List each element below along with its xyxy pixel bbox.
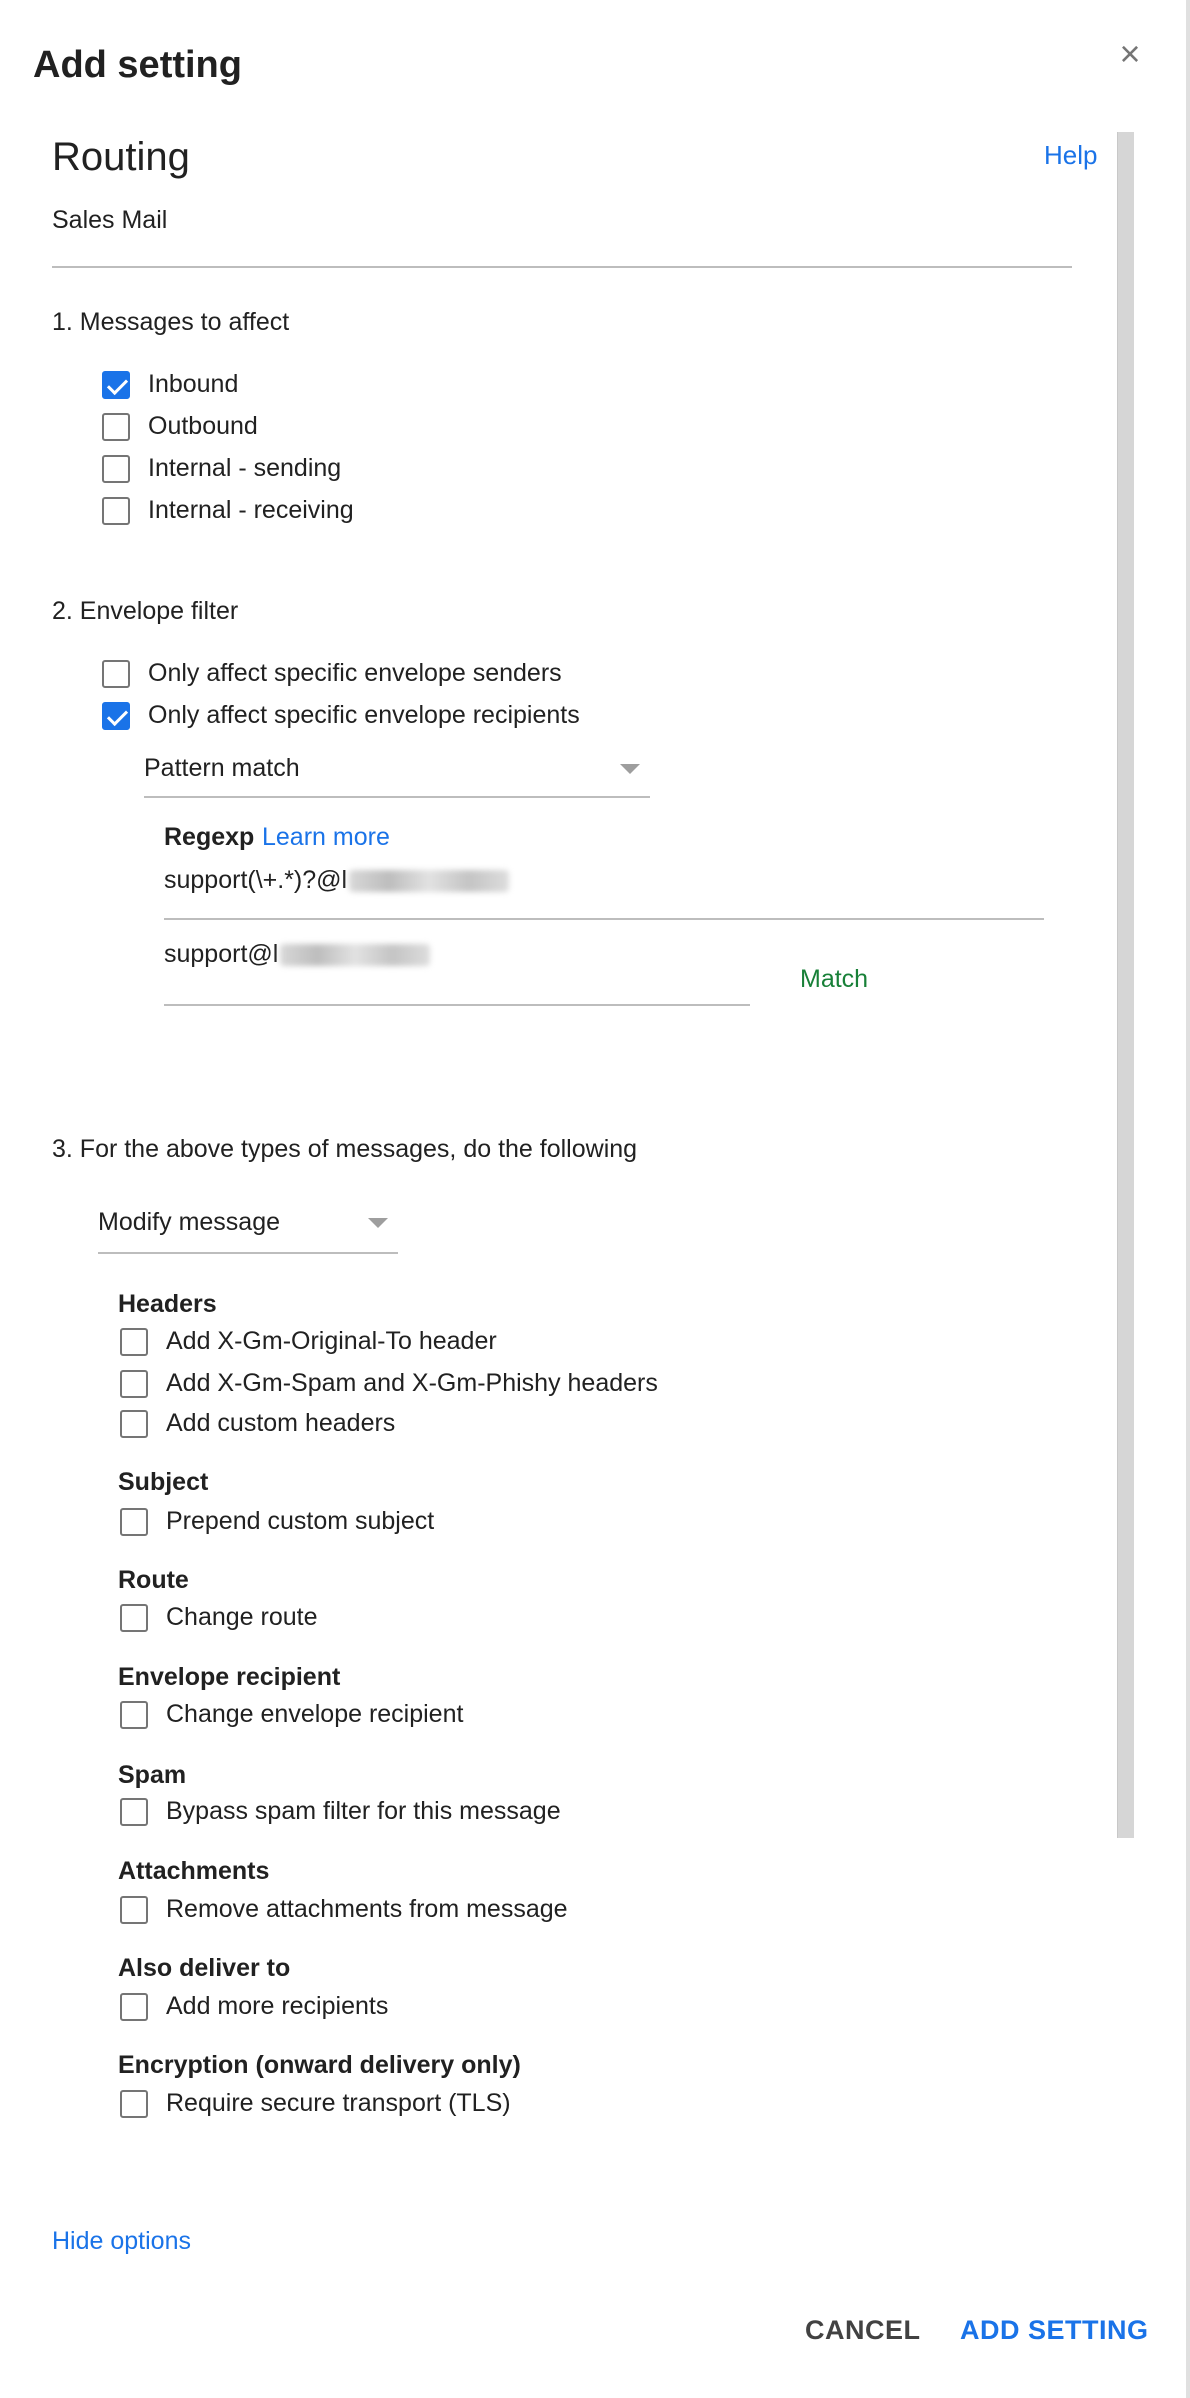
- add-recipients-label: Add more recipients: [166, 1992, 389, 2020]
- help-link[interactable]: Help: [1044, 140, 1098, 170]
- inbound-label: Inbound: [148, 370, 239, 398]
- remove-attachments-checkbox[interactable]: [120, 1896, 148, 1924]
- route-heading: Route: [118, 1566, 189, 1594]
- add-setting-button[interactable]: ADD SETTING: [960, 2315, 1149, 2345]
- setting-name-input[interactable]: Sales Mail: [52, 200, 1072, 268]
- scrollbar[interactable]: [1117, 132, 1134, 1838]
- chevron-down-icon: [368, 1218, 388, 1228]
- require-tls-checkbox[interactable]: [120, 2090, 148, 2118]
- envelope-senders-option[interactable]: [102, 659, 562, 688]
- bypass-spam-label: Bypass spam filter for this message: [166, 1797, 561, 1825]
- internal-sending-option[interactable]: [102, 454, 341, 483]
- remove-attachments-label: Remove attachments from message: [166, 1895, 568, 1923]
- test-address-input[interactable]: [164, 940, 750, 1006]
- spam-heading: Spam: [118, 1761, 187, 1789]
- modify-message-select[interactable]: [98, 1202, 398, 1254]
- envelope-recipients-option[interactable]: [102, 701, 580, 730]
- envelope-senders-label: Only affect specific envelope senders: [148, 659, 562, 687]
- x-gm-original-to-checkbox[interactable]: [120, 1328, 148, 1356]
- x-gm-spam-label: Add X-Gm-Spam and X-Gm-Phishy headers: [166, 1369, 658, 1397]
- prepend-subject-label: Prepend custom subject: [166, 1507, 435, 1535]
- custom-headers-label: Add custom headers: [166, 1409, 396, 1437]
- headers-heading: Headers: [118, 1290, 217, 1318]
- change-route-checkbox[interactable]: [120, 1604, 148, 1632]
- messages-to-affect-heading: 1. Messages to affect: [52, 308, 290, 336]
- chevron-down-icon: [620, 764, 640, 774]
- add-recipients-option[interactable]: [120, 1992, 388, 2021]
- encryption-heading: Encryption (onward delivery only): [118, 2051, 521, 2079]
- test-address-value: support@l: [164, 940, 279, 968]
- pattern-match-select[interactable]: [144, 748, 650, 798]
- envelope-senders-checkbox[interactable]: [102, 660, 130, 688]
- internal-receiving-checkbox[interactable]: [102, 497, 130, 525]
- prepend-subject-option[interactable]: [120, 1507, 434, 1536]
- custom-headers-checkbox[interactable]: [120, 1410, 148, 1438]
- actions-heading: 3. For the above types of messages, do the following: [52, 1135, 638, 1163]
- regexp-label: Regexp: [164, 823, 255, 851]
- require-tls-label: Require secure transport (TLS): [166, 2089, 511, 2117]
- internal-receiving-label: Internal - receiving: [148, 496, 354, 524]
- x-gm-spam-checkbox[interactable]: [120, 1370, 148, 1398]
- regexp-value: support(\+.*)?@l: [164, 866, 348, 894]
- change-envelope-recipient-checkbox[interactable]: [120, 1701, 148, 1729]
- learn-more-link[interactable]: Learn more: [262, 823, 390, 851]
- change-envelope-recipient-label: Change envelope recipient: [166, 1700, 464, 1728]
- subject-heading: Subject: [118, 1468, 209, 1496]
- outbound-option[interactable]: [102, 412, 258, 441]
- outbound-label: Outbound: [148, 412, 258, 440]
- internal-sending-checkbox[interactable]: [102, 455, 130, 483]
- require-tls-option[interactable]: [120, 2089, 511, 2118]
- remove-attachments-option[interactable]: [120, 1895, 568, 1924]
- envelope-recipients-label: Only affect specific envelope recipients: [148, 701, 580, 729]
- bypass-spam-checkbox[interactable]: [120, 1798, 148, 1826]
- change-route-option[interactable]: [120, 1603, 318, 1632]
- inbound-option[interactable]: [102, 370, 238, 399]
- internal-receiving-option[interactable]: [102, 496, 354, 525]
- envelope-filter-heading: 2. Envelope filter: [52, 597, 239, 625]
- dialog-edge: [1186, 0, 1190, 2398]
- section-title: Routing: [52, 135, 190, 179]
- dialog-title: Add setting: [33, 44, 242, 86]
- internal-sending-label: Internal - sending: [148, 454, 342, 482]
- modify-message-value: Modify message: [98, 1208, 281, 1236]
- add-recipients-checkbox[interactable]: [120, 1993, 148, 2021]
- envelope-recipients-checkbox[interactable]: [102, 702, 130, 730]
- prepend-subject-checkbox[interactable]: [120, 1508, 148, 1536]
- envelope-recipient-heading: Envelope recipient: [118, 1663, 341, 1691]
- redacted-domain: [280, 944, 430, 966]
- attachments-heading: Attachments: [118, 1857, 270, 1885]
- change-envelope-recipient-option[interactable]: [120, 1700, 463, 1729]
- inbound-checkbox[interactable]: [102, 371, 130, 399]
- also-deliver-heading: Also deliver to: [118, 1954, 291, 1982]
- change-route-label: Change route: [166, 1603, 318, 1631]
- x-gm-original-to-option[interactable]: [120, 1327, 497, 1356]
- bypass-spam-option[interactable]: [120, 1797, 561, 1826]
- match-result: Match: [800, 965, 869, 993]
- redacted-domain: [349, 870, 509, 892]
- outbound-checkbox[interactable]: [102, 413, 130, 441]
- cancel-button[interactable]: CANCEL: [805, 2315, 921, 2345]
- hide-options-link[interactable]: Hide options: [52, 2227, 191, 2255]
- custom-headers-option[interactable]: [120, 1409, 395, 1438]
- pattern-match-value: Pattern match: [144, 754, 300, 782]
- x-gm-original-to-label: Add X-Gm-Original-To header: [166, 1327, 497, 1355]
- close-icon[interactable]: ×: [1119, 33, 1141, 74]
- regexp-input[interactable]: [164, 866, 1044, 920]
- x-gm-spam-option[interactable]: [120, 1369, 658, 1398]
